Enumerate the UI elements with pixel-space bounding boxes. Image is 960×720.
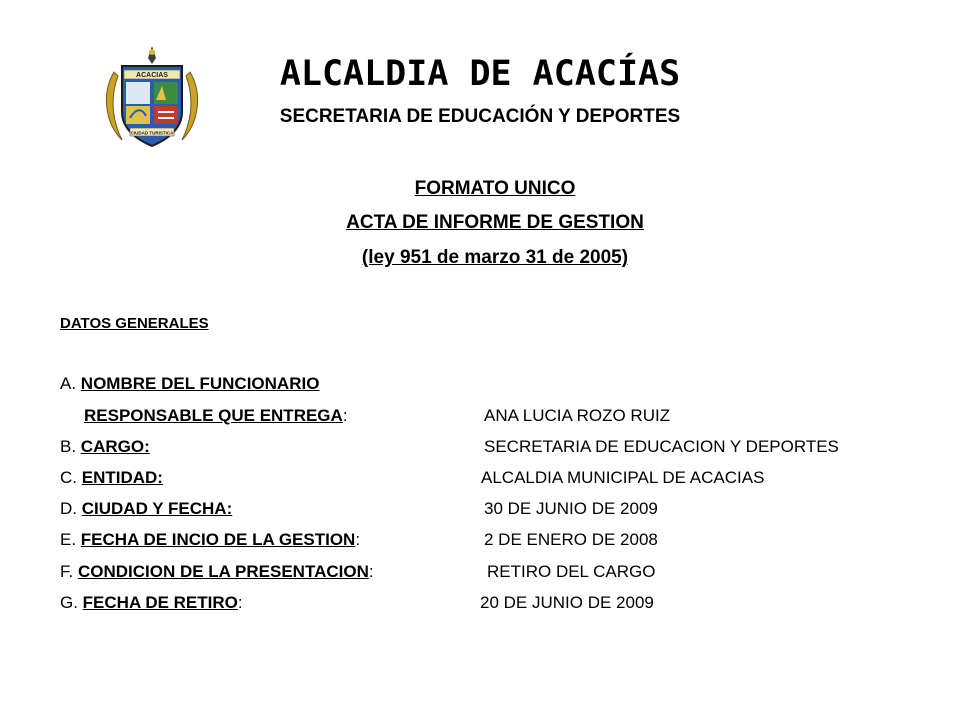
- field-suffix: :: [368, 562, 374, 581]
- field-label: NOMBRE DEL FUNCIONARIO: [80, 374, 320, 393]
- field-row-entidad: [60, 468, 163, 488]
- field-label: CONDICION DE LA PRESENTACION: [77, 562, 369, 581]
- field-suffix: :: [355, 530, 361, 549]
- field-label: ENTIDAD:: [81, 468, 163, 487]
- field-value: 20 DE JUNIO DE 2009: [480, 593, 654, 612]
- field-row-fecha-inicio: [60, 530, 360, 550]
- field-prefix: C.: [60, 468, 82, 487]
- field-value: 30 DE JUNIO DE 2009: [484, 499, 658, 518]
- field-row-nombre: [60, 374, 319, 394]
- field-label: FECHA DE RETIRO: [82, 593, 238, 612]
- logo-text-top: ACACIAS: [136, 72, 168, 79]
- field-prefix: E.: [60, 530, 81, 549]
- field-row-ciudad-fecha: [60, 499, 232, 519]
- field-value: RETIRO DEL CARGO: [487, 562, 656, 581]
- field-prefix: B.: [60, 437, 81, 456]
- field-prefix: F.: [60, 562, 78, 581]
- field-value: SECRETARIA DE EDUCACION Y DEPORTES: [484, 437, 839, 456]
- page-subtitle: SECRETARIA DE EDUCACIÓN Y DEPORTES: [279, 106, 681, 127]
- field-suffix: :: [237, 593, 243, 612]
- logo-text-bottom: CIUDAD TURISTICA: [130, 130, 174, 136]
- field-value: ANA LUCIA ROZO RUIZ: [484, 406, 671, 425]
- field-label: FECHA DE INCIO DE LA GESTION: [80, 530, 356, 549]
- field-label: CIUDAD Y FECHA:: [81, 499, 233, 518]
- field-row-condicion: [60, 562, 374, 582]
- field-row-responsable: [84, 406, 348, 426]
- field-label: CARGO:: [80, 437, 150, 456]
- section-title: DATOS GENERALES: [60, 315, 209, 332]
- field-row-fecha-retiro: [60, 593, 243, 613]
- field-row-cargo: [60, 437, 150, 457]
- field-label: RESPONSABLE QUE ENTREGA: [84, 406, 343, 425]
- field-value: ALCALDIA MUNICIPAL DE ACACIAS: [481, 468, 765, 487]
- field-prefix: A.: [60, 374, 81, 393]
- format-title: FORMATO UNICO: [414, 178, 576, 199]
- field-prefix: D.: [60, 499, 82, 518]
- format-subtitle: ACTA DE INFORME DE GESTION: [346, 212, 644, 233]
- format-law-reference: (ley 951 de marzo 31 de 2005): [361, 247, 629, 268]
- field-value: 2 DE ENERO DE 2008: [484, 530, 658, 549]
- field-prefix: G.: [60, 593, 83, 612]
- page-title: ALCALDIA DE ACACÍAS: [279, 54, 681, 94]
- field-suffix: :: [342, 406, 348, 425]
